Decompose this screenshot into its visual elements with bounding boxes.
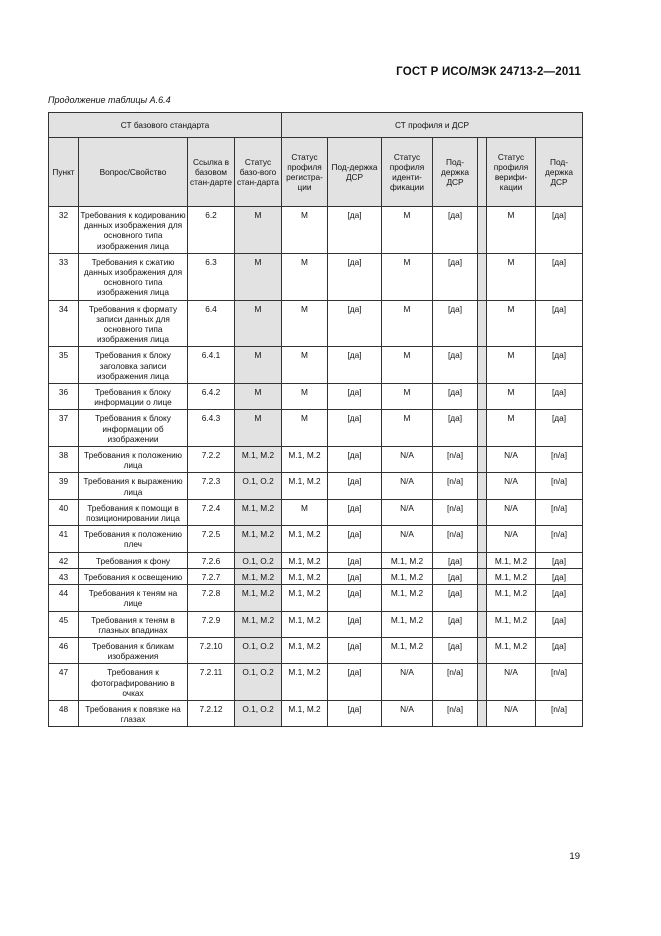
cell-reg-status: M [282, 499, 328, 525]
cell-num: 47 [49, 664, 79, 701]
cell-id-support: [да] [433, 347, 478, 384]
table-row [49, 207, 583, 254]
cell-ver-support: [да] [536, 347, 583, 384]
cell-id-status: N/A [382, 664, 433, 701]
table-row [49, 473, 583, 499]
cell-reg-support: [да] [328, 664, 382, 701]
cell-ref: 6.4.1 [188, 347, 235, 384]
cell-num: 39 [49, 473, 79, 499]
cell-reg-support: [да] [328, 347, 382, 384]
table-row [49, 410, 583, 447]
table-row [49, 447, 583, 473]
cell-reg-support: [да] [328, 585, 382, 611]
cell-question: Требования к кодированию данных изображения для основного типа изображения лица [79, 207, 188, 254]
cell-ver-status: N/A [487, 664, 536, 701]
cell-ver-support: [да] [536, 611, 583, 637]
cell-base-status: O.1, O.2 [235, 552, 282, 568]
document-header: ГОСТ Р ИСО/МЭК 24713-2—2011 [396, 66, 581, 78]
col-ver-status: Статус профиля верифи-кации [487, 138, 536, 207]
cell-ver-status: N/A [487, 700, 536, 726]
cell-question: Требования к фону [79, 552, 188, 568]
cell-num: 35 [49, 347, 79, 384]
cell-ref: 7.2.2 [188, 447, 235, 473]
cell-question: Требования к помощи в позиционировании лица [79, 499, 188, 525]
cell-separator [478, 552, 487, 568]
cell-separator [478, 611, 487, 637]
cell-base-status: M.1, M.2 [235, 447, 282, 473]
cell-reg-status: M.1, M.2 [282, 447, 328, 473]
cell-reg-support: [да] [328, 637, 382, 663]
cell-reg-status: M [282, 410, 328, 447]
cell-id-support: [да] [433, 552, 478, 568]
cell-ver-support: [n/a] [536, 664, 583, 701]
table-caption: Продолжение таблицы А.6.4 [48, 95, 171, 105]
cell-id-status: N/A [382, 499, 433, 525]
table-body [49, 207, 583, 727]
cell-ver-support: [n/a] [536, 499, 583, 525]
table-row [49, 637, 583, 663]
cell-num: 38 [49, 447, 79, 473]
cell-id-status: M.1, M.2 [382, 585, 433, 611]
cell-id-status: M [382, 207, 433, 254]
cell-num: 34 [49, 300, 79, 347]
cell-base-status: M.1, M.2 [235, 499, 282, 525]
table-row [49, 526, 583, 552]
cell-id-support: [да] [433, 611, 478, 637]
cell-ver-status: M [487, 347, 536, 384]
cell-question: Требования к положению плеч [79, 526, 188, 552]
cell-separator [478, 347, 487, 384]
cell-ref: 6.4 [188, 300, 235, 347]
cell-question: Требования к теням в глазных впадинах [79, 611, 188, 637]
cell-question: Требования к блоку заголовка записи изображения лица [79, 347, 188, 384]
col-base-status: Статус базо-вого стан-дарта [235, 138, 282, 207]
table-row [49, 700, 583, 726]
table-row [49, 347, 583, 384]
cell-reg-status: M [282, 300, 328, 347]
cell-num: 41 [49, 526, 79, 552]
cell-reg-support: [да] [328, 300, 382, 347]
cell-ref: 7.2.9 [188, 611, 235, 637]
cell-id-status: M [382, 410, 433, 447]
cell-id-status: M.1, M.2 [382, 611, 433, 637]
cell-separator [478, 300, 487, 347]
cell-id-status: M.1, M.2 [382, 552, 433, 568]
cell-base-status: M.1, M.2 [235, 611, 282, 637]
col-separator [478, 138, 487, 207]
cell-ver-support: [n/a] [536, 526, 583, 552]
cell-separator [478, 253, 487, 300]
cell-reg-support: [да] [328, 611, 382, 637]
group-profile: СТ профиля и ДСР [282, 113, 583, 138]
cell-id-support: [n/a] [433, 499, 478, 525]
cell-question: Требования к сжатию данных изображения для основного типа изображения лица [79, 253, 188, 300]
cell-base-status: M.1, M.2 [235, 585, 282, 611]
cell-reg-support: [да] [328, 473, 382, 499]
cell-num: 40 [49, 499, 79, 525]
cell-id-support: [да] [433, 568, 478, 584]
cell-reg-support: [да] [328, 499, 382, 525]
cell-reg-support: [да] [328, 700, 382, 726]
cell-question: Требования к блоку информации об изображении [79, 410, 188, 447]
cell-ver-support: [n/a] [536, 473, 583, 499]
cell-reg-status: M [282, 207, 328, 254]
cell-reg-status: M [282, 347, 328, 384]
cell-ref: 6.4.3 [188, 410, 235, 447]
group-base-standard: СТ базового стандарта [49, 113, 282, 138]
cell-num: 46 [49, 637, 79, 663]
cell-num: 36 [49, 384, 79, 410]
cell-num: 33 [49, 253, 79, 300]
cell-ref: 6.3 [188, 253, 235, 300]
col-id-support: Под-держка ДСР [433, 138, 478, 207]
cell-question: Требования к бликам изображения [79, 637, 188, 663]
table-row [49, 664, 583, 701]
cell-separator [478, 447, 487, 473]
table-row [49, 611, 583, 637]
cell-base-status: M [235, 253, 282, 300]
cell-question: Требования к формату записи данных для основного типа изображения лица [79, 300, 188, 347]
cell-id-support: [да] [433, 300, 478, 347]
cell-ver-support: [да] [536, 410, 583, 447]
cell-ref: 6.2 [188, 207, 235, 254]
cell-id-status: N/A [382, 526, 433, 552]
cell-question: Требования к выражению лица [79, 473, 188, 499]
cell-reg-status: M.1, M.2 [282, 700, 328, 726]
cell-ver-status: M.1, M.2 [487, 585, 536, 611]
cell-ver-status: M [487, 207, 536, 254]
cell-reg-support: [да] [328, 384, 382, 410]
cell-separator [478, 700, 487, 726]
cell-question: Требования к повязке на глазах [79, 700, 188, 726]
cell-ref: 7.2.8 [188, 585, 235, 611]
cell-id-support: [да] [433, 384, 478, 410]
cell-id-status: M [382, 384, 433, 410]
col-reg-status: Статус профиля регистра-ции [282, 138, 328, 207]
cell-separator [478, 568, 487, 584]
cell-num: 43 [49, 568, 79, 584]
cell-base-status: O.1, O.2 [235, 700, 282, 726]
cell-base-status: M.1, M.2 [235, 526, 282, 552]
cell-id-support: [да] [433, 253, 478, 300]
col-num: Пункт [49, 138, 79, 207]
cell-ref: 7.2.4 [188, 499, 235, 525]
cell-separator [478, 473, 487, 499]
cell-id-support: [n/a] [433, 664, 478, 701]
cell-ver-status: M [487, 300, 536, 347]
cell-question: Требования к фотографированию в очках [79, 664, 188, 701]
cell-ver-status: N/A [487, 473, 536, 499]
cell-question: Требования к освещению [79, 568, 188, 584]
cell-id-support: [n/a] [433, 526, 478, 552]
cell-id-support: [да] [433, 637, 478, 663]
cell-reg-status: M.1, M.2 [282, 473, 328, 499]
cell-id-status: N/A [382, 700, 433, 726]
cell-base-status: M [235, 347, 282, 384]
col-id-status: Статус профиля иденти-фикации [382, 138, 433, 207]
cell-id-support: [n/a] [433, 700, 478, 726]
table-row [49, 552, 583, 568]
table-row [49, 300, 583, 347]
cell-ver-status: M [487, 384, 536, 410]
cell-separator [478, 499, 487, 525]
cell-reg-support: [да] [328, 447, 382, 473]
cell-ver-status: M.1, M.2 [487, 637, 536, 663]
cell-ver-status: N/A [487, 447, 536, 473]
cell-ver-status: M [487, 410, 536, 447]
cell-ver-support: [n/a] [536, 700, 583, 726]
cell-ver-status: M.1, M.2 [487, 568, 536, 584]
cell-base-status: O.1, O.2 [235, 637, 282, 663]
cell-ver-support: [да] [536, 253, 583, 300]
cell-separator [478, 637, 487, 663]
cell-separator [478, 384, 487, 410]
cell-id-status: M.1, M.2 [382, 568, 433, 584]
cell-id-status: N/A [382, 473, 433, 499]
cell-id-status: N/A [382, 447, 433, 473]
cell-ver-support: [да] [536, 300, 583, 347]
cell-separator [478, 526, 487, 552]
cell-ver-status: N/A [487, 526, 536, 552]
cell-num: 37 [49, 410, 79, 447]
cell-ref: 6.4.2 [188, 384, 235, 410]
cell-id-status: M [382, 347, 433, 384]
cell-ref: 7.2.10 [188, 637, 235, 663]
cell-ref: 7.2.11 [188, 664, 235, 701]
cell-ver-support: [да] [536, 585, 583, 611]
cell-ref: 7.2.3 [188, 473, 235, 499]
cell-reg-status: M.1, M.2 [282, 568, 328, 584]
cell-reg-status: M.1, M.2 [282, 526, 328, 552]
table-row [49, 568, 583, 584]
cell-ref: 7.2.12 [188, 700, 235, 726]
cell-reg-support: [да] [328, 207, 382, 254]
table-row [49, 585, 583, 611]
col-ref: Ссылка в базовом стан-дарте [188, 138, 235, 207]
cell-id-support: [да] [433, 585, 478, 611]
cell-ver-support: [да] [536, 207, 583, 254]
cell-ver-support: [да] [536, 637, 583, 663]
cell-ver-support: [да] [536, 552, 583, 568]
table-row [49, 253, 583, 300]
cell-ref: 7.2.5 [188, 526, 235, 552]
cell-reg-support: [да] [328, 253, 382, 300]
cell-ver-support: [да] [536, 568, 583, 584]
cell-ver-status: M.1, M.2 [487, 552, 536, 568]
cell-base-status: M.1, M.2 [235, 568, 282, 584]
cell-separator [478, 207, 487, 254]
cell-ref: 7.2.6 [188, 552, 235, 568]
cell-reg-status: M.1, M.2 [282, 611, 328, 637]
cell-reg-support: [да] [328, 526, 382, 552]
table-row [49, 384, 583, 410]
cell-question: Требования к положению лица [79, 447, 188, 473]
table-row [49, 499, 583, 525]
cell-num: 48 [49, 700, 79, 726]
cell-ver-status: N/A [487, 499, 536, 525]
cell-base-status: O.1, O.2 [235, 473, 282, 499]
cell-reg-support: [да] [328, 410, 382, 447]
cell-reg-status: M [282, 384, 328, 410]
cell-ver-status: M [487, 253, 536, 300]
cell-num: 42 [49, 552, 79, 568]
col-question: Вопрос/Свойство [79, 138, 188, 207]
cell-separator [478, 664, 487, 701]
cell-num: 44 [49, 585, 79, 611]
cell-separator [478, 410, 487, 447]
cell-base-status: M [235, 300, 282, 347]
cell-reg-status: M.1, M.2 [282, 664, 328, 701]
cell-id-support: [n/a] [433, 447, 478, 473]
cell-reg-support: [да] [328, 552, 382, 568]
cell-question: Требования к блоку информации о лице [79, 384, 188, 410]
cell-base-status: M [235, 410, 282, 447]
cell-reg-status: M.1, M.2 [282, 552, 328, 568]
cell-separator [478, 585, 487, 611]
cell-reg-support: [да] [328, 568, 382, 584]
cell-base-status: M [235, 207, 282, 254]
cell-reg-status: M.1, M.2 [282, 585, 328, 611]
page-number: 19 [569, 851, 580, 862]
cell-reg-status: M [282, 253, 328, 300]
cell-num: 32 [49, 207, 79, 254]
cell-question: Требования к теням на лице [79, 585, 188, 611]
cell-base-status: O.1, O.2 [235, 664, 282, 701]
cell-id-support: [да] [433, 410, 478, 447]
cell-id-status: M [382, 300, 433, 347]
cell-base-status: M [235, 384, 282, 410]
cell-num: 45 [49, 611, 79, 637]
cell-ver-support: [n/a] [536, 447, 583, 473]
cell-ver-support: [да] [536, 384, 583, 410]
col-reg-support: Под-держка ДСР [328, 138, 382, 207]
cell-id-status: M.1, M.2 [382, 637, 433, 663]
cell-ver-status: M.1, M.2 [487, 611, 536, 637]
cell-id-support: [да] [433, 207, 478, 254]
cell-id-status: M [382, 253, 433, 300]
col-ver-support: Под-держка ДСР [536, 138, 583, 207]
cell-reg-status: M.1, M.2 [282, 637, 328, 663]
cell-ref: 7.2.7 [188, 568, 235, 584]
conformance-table [48, 112, 583, 727]
cell-id-support: [n/a] [433, 473, 478, 499]
